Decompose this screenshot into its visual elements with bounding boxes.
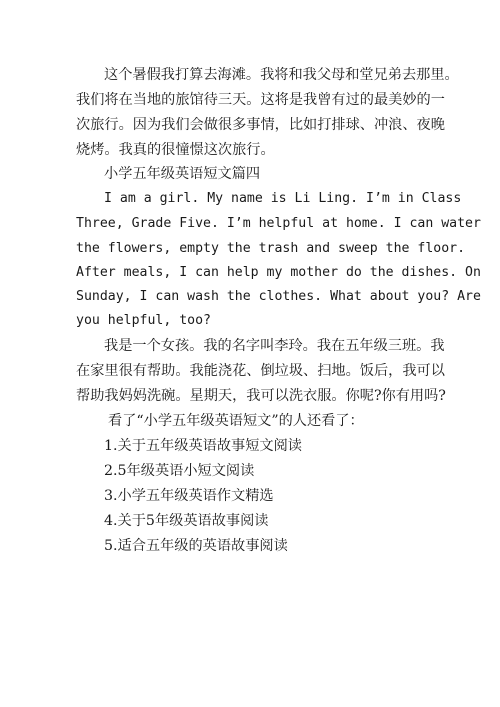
section-title: 小学五年级英语短文篇四 (104, 166, 261, 182)
paragraph1-line: 烧烤。我真的很憧憬这次旅行。 (76, 142, 275, 158)
english-paragraph-line: I am a girl. My name is Li Ling. I’m in Class (104, 191, 462, 206)
translation-line: 我是一个女孩。我的名字叫李玲。我在五年级三班。我 (104, 338, 445, 354)
paragraph1-line: 次旅行。因为我们会做很多事情，比如打排球、冲浪、夜晚 (76, 117, 445, 133)
english-paragraph-line: Three, Grade Five. I’m helpful at home. I can water (76, 216, 481, 231)
paragraph1-line: 这个暑假我打算去海滩。我将和我父母和堂兄弟去那里。 (104, 67, 459, 83)
related-heading: 看了“小学五年级英语短文”的人还看了： (108, 413, 364, 429)
paragraph1-line: 我们将在当地的旅馆待三天。这将是我曾有过的最美妙的一 (76, 92, 445, 108)
related-link[interactable]: 5.适合五年级的英语故事阅读 (104, 538, 288, 554)
translation-line: 在家里很有帮助。我能浇花、倒垃圾、扫地。饭后，我可以 (76, 363, 445, 379)
translation-line: 帮助我妈妈洗碗。星期天，我可以洗衣服。你呢?你有用吗? (76, 388, 446, 404)
english-paragraph-line: you helpful, too? (76, 313, 211, 328)
related-link[interactable]: 4.关于5年级英语故事阅读 (104, 513, 269, 529)
related-link[interactable]: 3.小学五年级英语作文精选 (104, 488, 274, 504)
related-link[interactable]: 2.5年级英语小短文阅读 (104, 463, 255, 479)
english-paragraph-line: the flowers, empty the trash and sweep the floor. (76, 241, 466, 256)
english-paragraph-line: After meals, I can help my mother do the dishes. On (76, 265, 481, 280)
english-paragraph-line: Sunday, I can wash the clothes. What about you? Are (76, 289, 481, 304)
related-link[interactable]: 1.关于五年级英语故事短文阅读 (104, 438, 302, 454)
